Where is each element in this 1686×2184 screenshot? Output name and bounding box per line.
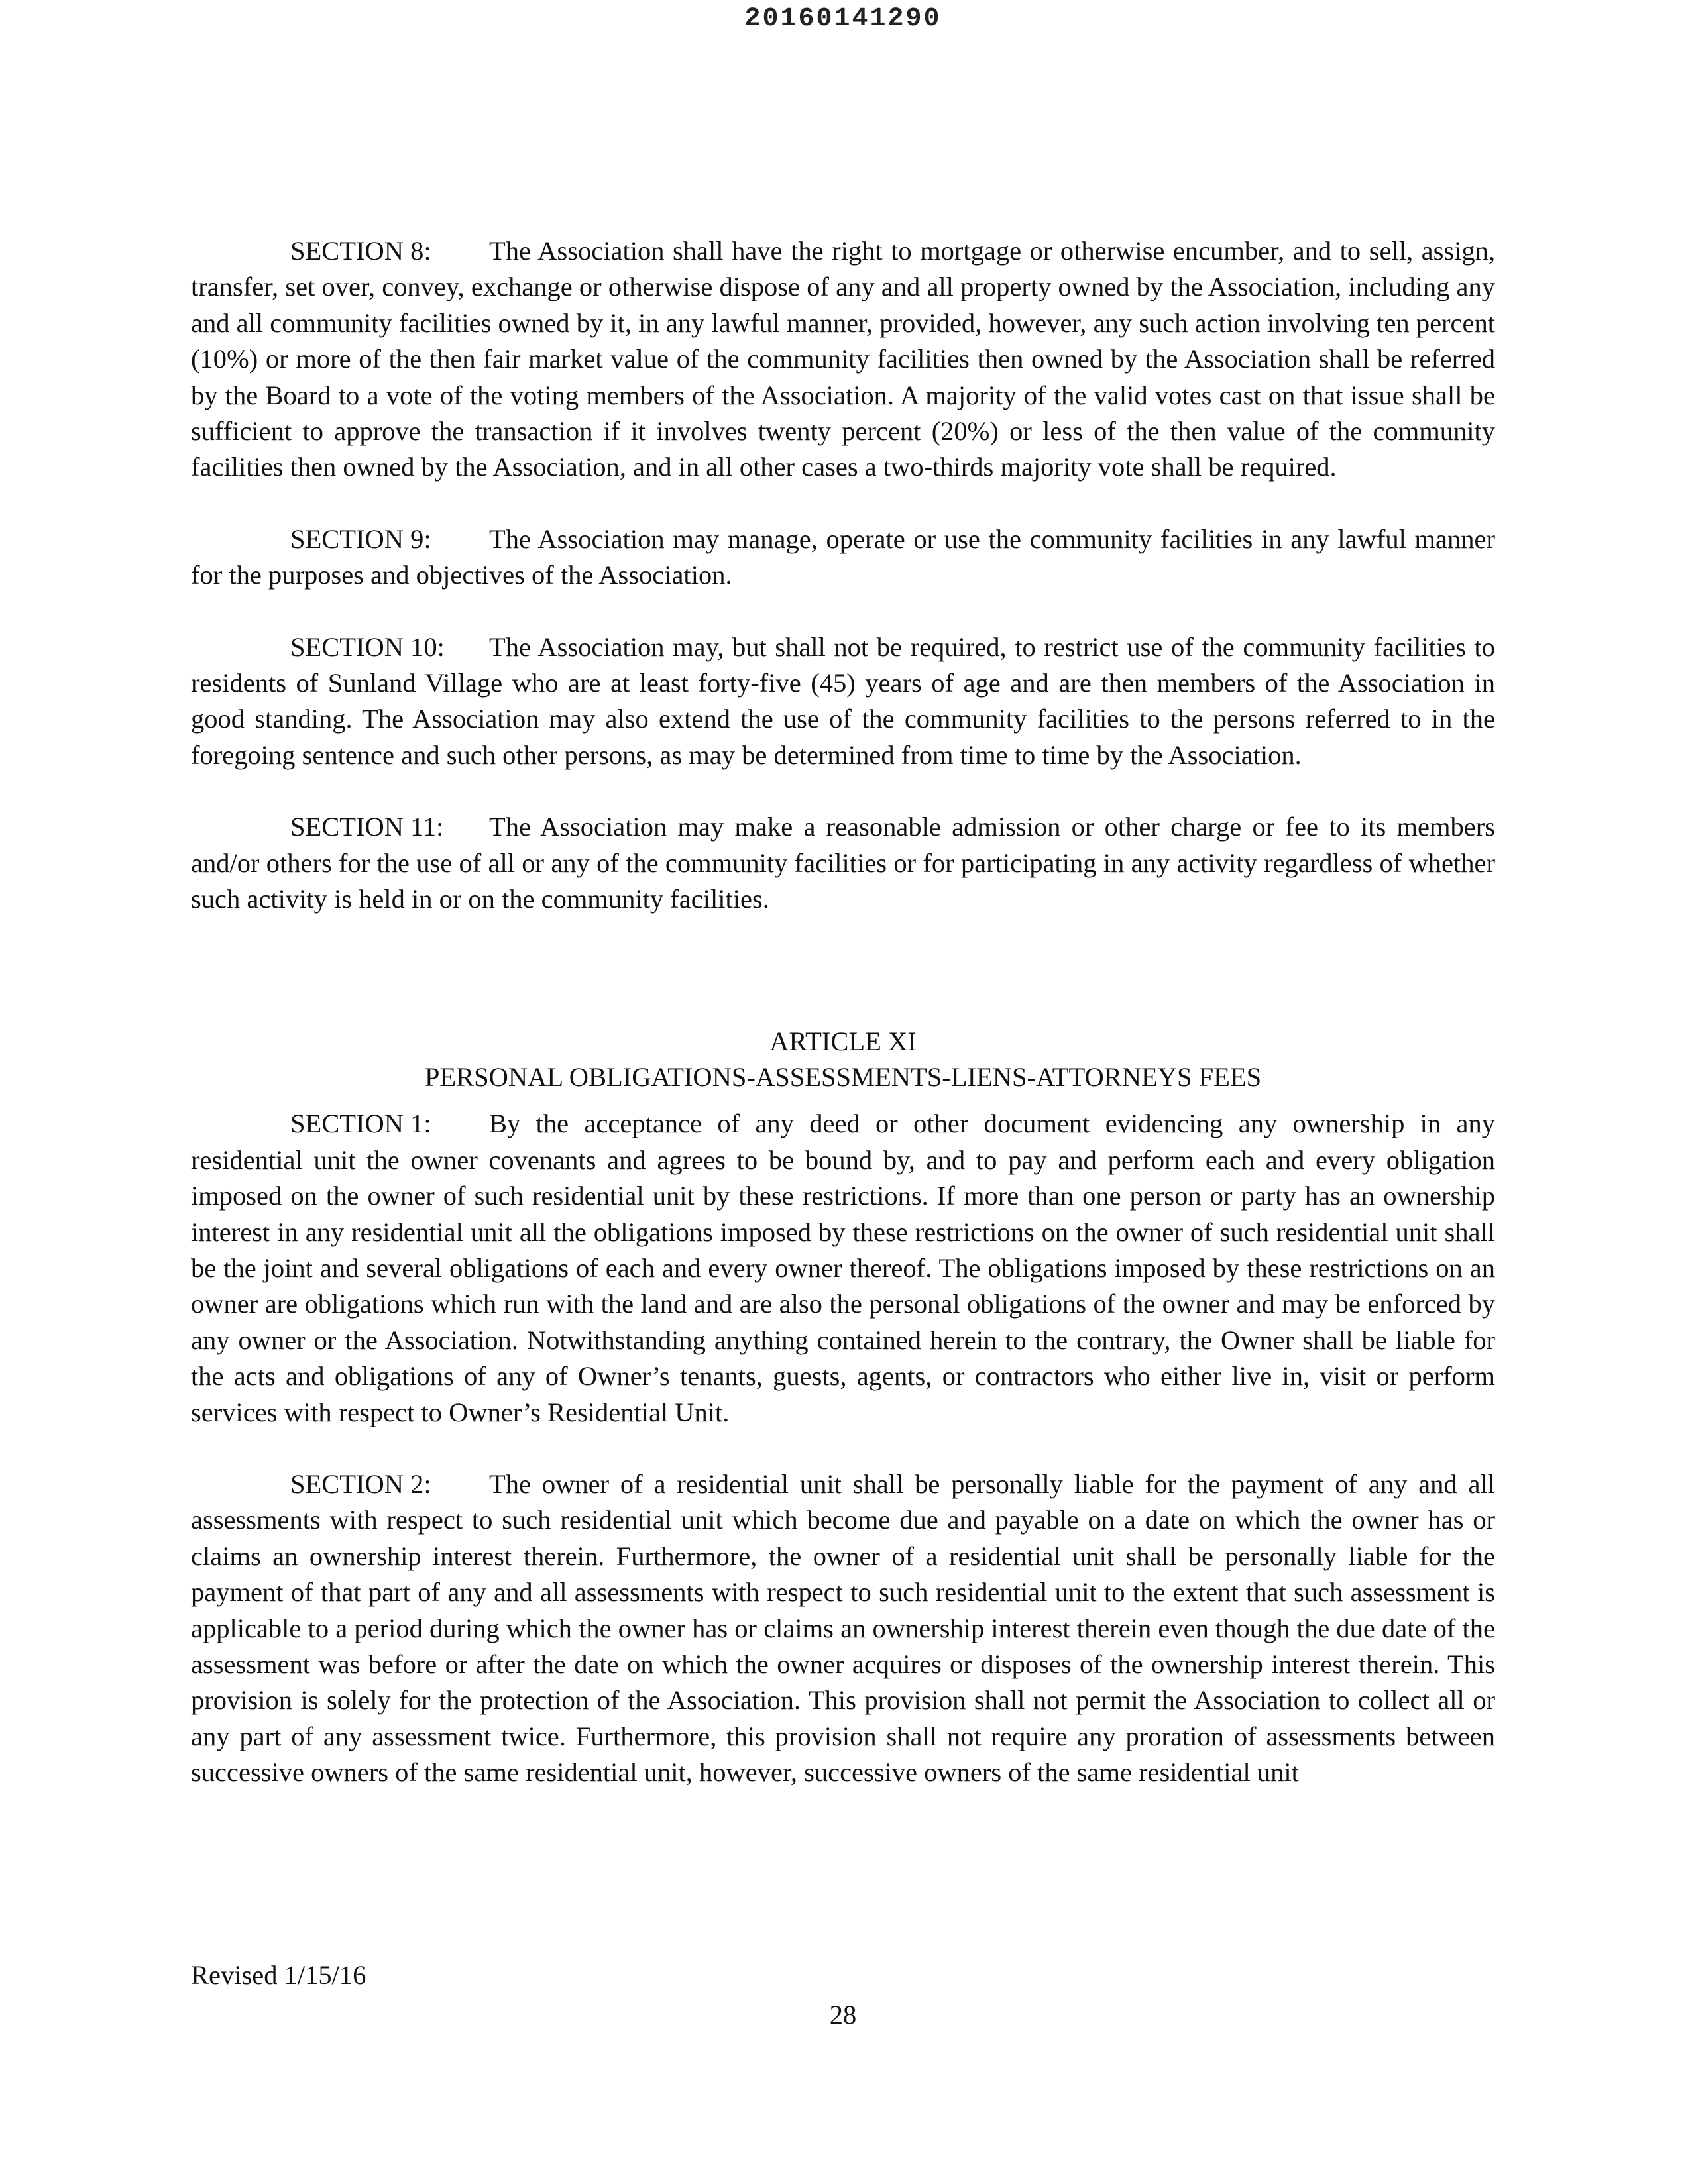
section-10-text: The Association may, but shall not be required, to restrict use of the community facilities to residents of Sunland Village who are at least forty-five (45) years of age and are then members of the Association in good standing. The Association may also extend the use of the community facilities to the persons referred to in the foregoing sentence and such other persons, as may be determined from time to time by the Association. (191, 631, 1495, 770)
article-xi-section-2-text: The owner of a residential unit shall be personally liable for the payment of any and all assessments with respect to such residential unit which become due and payable on a date on which the owner has or claims an ownership interest therein. Furthermore, the owner of a residential unit shall be personally liable for the payment of that part of any and all assessments with respect to such residential unit to the extent that such assessment is applicable to a period during which the owner has or claims an ownership interest therein even though the due date of the assessment was before or after the date on which the owner acquires or disposes of the ownership interest therein. This provision is solely for the protection of the Association. This provision shall not permit the Association to collect all or any part of any assessment twice. Furthermore, this provision shall not require any proration of assessments between successive owners of the same residential unit, however, successive owners of the same residential unit (191, 1468, 1495, 1788)
article-xi-section-1-text: By the acceptance of any deed or other document evidencing any ownership in any residential unit the owner covenants and agrees to be bound by, and to pay and perform each and every obligation imposed on the owner of such residential unit by these restrictions. If more than one person or party has an ownership interest in any residential unit all the obligations imposed by these restrictions on the owner of such residential unit shall be the joint and several obligations of each and every owner thereof. The obligations imposed by these restrictions on an owner are obligations which run with the land and are also the personal obligations of the owner and may be enforced by any owner or the Association. Notwithstanding anything contained herein to the contrary, the Owner shall be liable for the acts and obligations of any of Owner’s tenants, guests, agents, or contractors who either live in, visit or perform services with respect to Owner’s Residential Unit. (191, 1109, 1495, 1427)
page-number: 28 (829, 2000, 857, 2030)
section-8-paragraph (191, 233, 1495, 486)
section-9-label: SECTION 9: (290, 523, 431, 554)
section-8-text: The Association shall have the right to mortgage or otherwise encumber, and to sell, assign, transfer, set over, convey, exchange or otherwise dispose of any and all property owned by the Association, including any and all community facilities owned by it, in any lawful manner, provided, however, any such action involving ten percent (10%) or more of the then fair market value of the community facilities then owned by the Association shall be referred by the Board to a vote of the voting members of the Association. A majority of the valid votes cast on that issue shall be sufficient to approve the transaction if it involves twenty percent (20%) or less of the then value of the community facilities then owned by the Association, and in all other cases a two-thirds majority vote shall be required. (191, 236, 1495, 482)
section-11-paragraph (191, 809, 1495, 917)
page-body (191, 233, 1495, 1791)
revision-note: Revised 1/15/16 (191, 1960, 366, 1990)
article-xi-section-1-paragraph (191, 1106, 1495, 1431)
section-9-paragraph (191, 521, 1495, 594)
section-10-label: SECTION 10: (290, 631, 445, 662)
article-xi-section-2-paragraph (191, 1466, 1495, 1791)
article-xi-section-1-label: SECTION 1: (290, 1109, 431, 1139)
section-9-text: The Association may manage, operate or use the community facilities in any lawful manner for the purposes and objectives of the Association. (191, 523, 1495, 590)
section-11-text: The Association may make a reasonable admission or other charge or fee to its members and/or others for the use of all or any of the community facilities or for participating in any activity regardless of whether such activity is held in or on the community facilities. (191, 812, 1495, 914)
section-10-paragraph (191, 629, 1495, 774)
article-subtitle: PERSONAL OBLIGATIONS-ASSESSMENTS-LIENS-ATTORNEYS FEES (424, 1062, 1262, 1092)
section-11-label: SECTION 11: (290, 812, 444, 842)
article-title: ARTICLE XI (769, 1026, 917, 1056)
article-xi-section-2-label: SECTION 2: (290, 1468, 431, 1499)
section-8-label: SECTION 8: (290, 236, 431, 266)
document-number: 20160141290 (744, 4, 942, 34)
